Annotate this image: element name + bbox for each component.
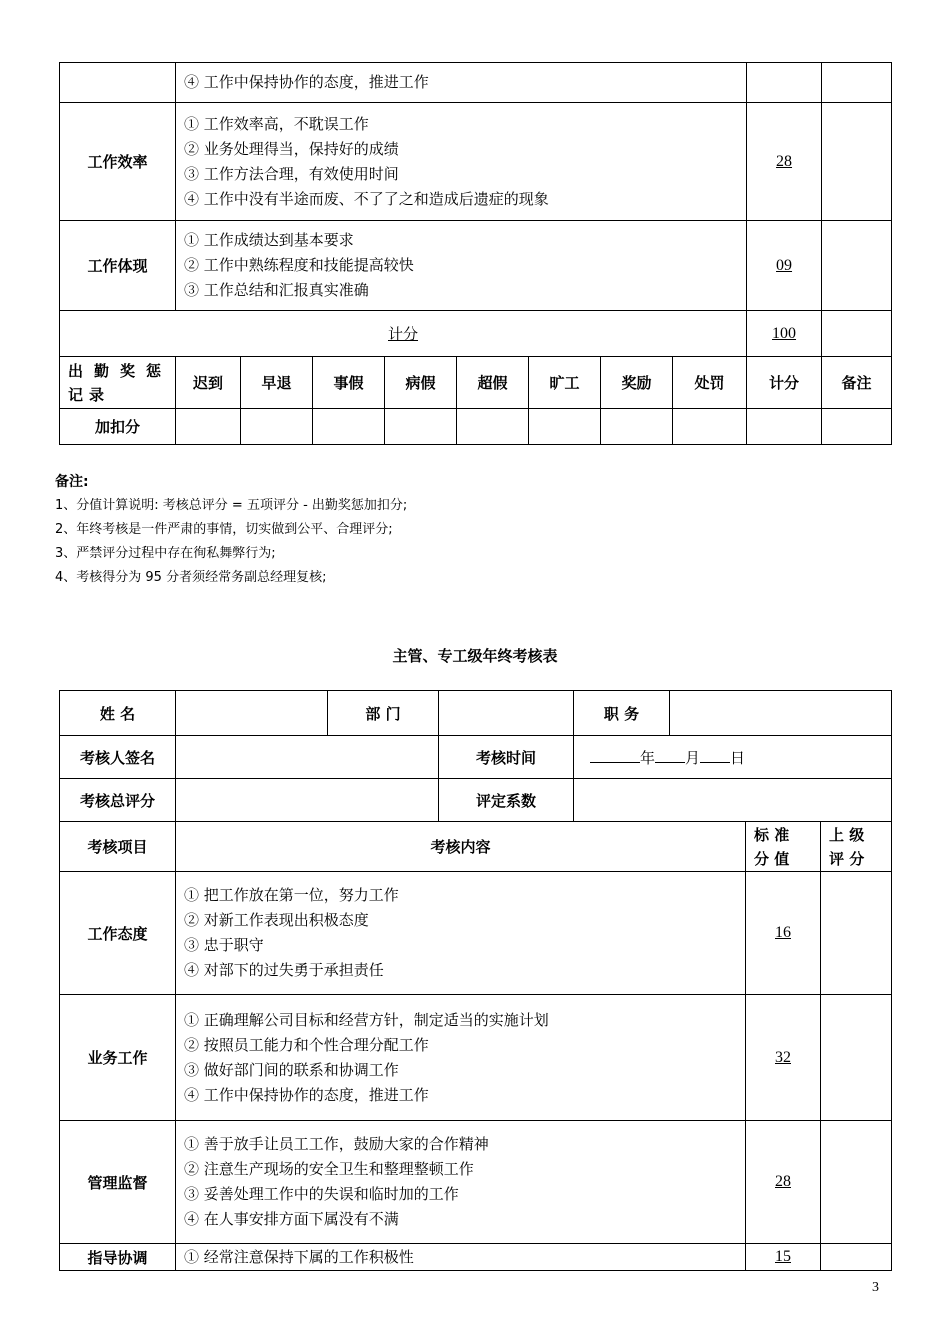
content-line: ④ 工作中保持协作的态度，推进工作 xyxy=(184,1085,429,1104)
year-label: 年 xyxy=(640,749,656,767)
table-row xyxy=(60,221,892,311)
col-header-content: 考核内容 xyxy=(176,822,746,872)
deduction-cell[interactable] xyxy=(822,409,892,445)
content-line: ① 善于放手让员工工作，鼓励大家的合作精神 xyxy=(184,1135,489,1153)
supervisor-score-cell[interactable] xyxy=(821,872,892,995)
page-number: 3 xyxy=(872,1280,879,1295)
supervisor-score-cell[interactable] xyxy=(822,63,892,103)
deduction-cell[interactable] xyxy=(176,409,241,445)
item-label: 工作态度 xyxy=(60,872,176,995)
content-line: ③ 工作方法合理，有效使用时间 xyxy=(184,164,399,183)
attendance-col: 早退 xyxy=(241,357,313,409)
supervisor-score-cell[interactable] xyxy=(822,103,892,221)
content-line: ① 正确理解公司目标和经营方针，制定适当的实施计划 xyxy=(184,1010,549,1029)
dept-label: 部 门 xyxy=(328,691,439,736)
supervisor-score-cell[interactable] xyxy=(821,1121,892,1244)
item-label: 管理监督 xyxy=(60,1121,176,1244)
content-line: ④ 在人事安排方面下属没有不满 xyxy=(184,1210,399,1228)
content-cell xyxy=(176,995,746,1121)
assess-date-field[interactable] xyxy=(574,736,892,779)
label-cell xyxy=(60,63,176,103)
deduction-cell[interactable] xyxy=(457,409,529,445)
table-row xyxy=(60,63,892,103)
col-header-std-line2: 分 值 xyxy=(754,849,790,868)
content-line: ② 对新工作表现出积极态度 xyxy=(184,911,369,929)
deduction-row xyxy=(60,409,892,445)
supervisor-score-cell[interactable] xyxy=(822,221,892,311)
col-header-sup-line1: 上 级 xyxy=(829,825,865,844)
deduction-cell[interactable] xyxy=(601,409,673,445)
column-header-row xyxy=(60,822,892,872)
content-line: ② 按照员工能力和个性合理分配工作 xyxy=(184,1035,429,1054)
content-line: ① 把工作放在第一位，努力工作 xyxy=(184,886,399,904)
std-score: 16 xyxy=(746,872,821,995)
content-line: ④ 工作中没有半途而废、不了了之和造成后遗症的现象 xyxy=(184,189,549,208)
note-item: 3、严禁评分过程中存在徇私舞弊行为; xyxy=(55,546,276,561)
attendance-header-row xyxy=(60,357,892,409)
assessor-sign-label: 考核人签名 xyxy=(60,736,176,779)
col-header-supervisor xyxy=(821,822,892,872)
item-label: 工作效率 xyxy=(60,103,176,221)
attendance-col: 超假 xyxy=(457,357,529,409)
content-line: ② 业务处理得当，保持好的成绩 xyxy=(184,139,399,158)
notes-title: 备注: xyxy=(55,474,89,490)
table-row xyxy=(60,1121,892,1244)
attendance-col: 旷工 xyxy=(529,357,601,409)
dept-field[interactable] xyxy=(439,691,574,736)
item-label: 业务工作 xyxy=(60,995,176,1121)
assessment-table-continued xyxy=(59,62,892,445)
deduction-cell[interactable] xyxy=(673,409,747,445)
col-header-std xyxy=(746,822,821,872)
item-label: 指导协调 xyxy=(60,1244,176,1271)
deduction-cell[interactable] xyxy=(241,409,313,445)
month-blank[interactable] xyxy=(655,746,685,763)
content-line: ③ 工作总结和汇报真实准确 xyxy=(184,281,369,299)
total-score-label: 考核总评分 xyxy=(60,779,176,822)
attendance-label: 出勤奖惩记录 xyxy=(60,357,176,409)
content-line: ② 工作中熟练程度和技能提高较快 xyxy=(184,256,414,274)
content-line: ④ 工作中保持协作的态度，推进工作 xyxy=(184,73,429,91)
info-row xyxy=(60,736,892,779)
content-line: ① 工作效率高，不耽误工作 xyxy=(184,114,369,133)
coef-field[interactable] xyxy=(574,779,892,822)
col-header-item: 考核项目 xyxy=(60,822,176,872)
content-line: ③ 忠于职守 xyxy=(184,936,264,954)
std-score: 28 xyxy=(747,103,822,221)
table-row xyxy=(60,1244,892,1271)
attendance-col: 处罚 xyxy=(673,357,747,409)
content-cell xyxy=(176,872,746,995)
coef-label: 评定系数 xyxy=(439,779,574,822)
content-cell xyxy=(176,1121,746,1244)
year-blank[interactable] xyxy=(590,746,640,763)
supervisor-score-cell[interactable] xyxy=(821,995,892,1121)
position-label: 职 务 xyxy=(574,691,670,736)
deduction-cell[interactable] xyxy=(747,409,822,445)
attendance-col: 奖励 xyxy=(601,357,673,409)
total-row xyxy=(60,311,892,357)
info-row xyxy=(60,691,892,736)
total-score-field[interactable] xyxy=(176,779,439,822)
deduction-cell[interactable] xyxy=(313,409,385,445)
col-header-std-line1: 标 准 xyxy=(754,825,790,844)
col-header-sup-line2: 评 分 xyxy=(829,849,865,868)
content-line: ③ 做好部门间的联系和协调工作 xyxy=(184,1060,399,1079)
notes-section xyxy=(55,470,407,590)
section-title: 主管、专工级年终考核表 xyxy=(392,647,558,665)
assess-time-label: 考核时间 xyxy=(439,736,574,779)
content-cell xyxy=(176,63,747,103)
table-row xyxy=(60,995,892,1121)
table-row xyxy=(60,103,892,221)
std-score-cell xyxy=(747,63,822,103)
content-line: ② 注意生产现场的安全卫生和整理整顿工作 xyxy=(184,1160,474,1178)
std-score: 15 xyxy=(746,1244,821,1271)
content-cell xyxy=(176,1244,746,1271)
name-field[interactable] xyxy=(176,691,328,736)
attendance-col: 病假 xyxy=(385,357,457,409)
assessor-sign-field[interactable] xyxy=(176,736,439,779)
total-label: 计分 xyxy=(60,311,747,357)
note-item: 4、考核得分为 95 分者须经常务副总经理复核; xyxy=(55,570,327,585)
attendance-col: 计分 xyxy=(747,357,822,409)
total-score: 100 xyxy=(747,311,822,357)
content-line: ① 工作成绩达到基本要求 xyxy=(184,231,354,249)
item-label: 工作体现 xyxy=(60,221,176,311)
supervisor-assessment-table xyxy=(59,690,892,1271)
content-line: ③ 妥善处理工作中的失误和临时加的工作 xyxy=(184,1185,459,1203)
note-item: 2、年终考核是一件严肃的事情，切实做到公平、合理评分; xyxy=(55,522,393,537)
std-score: 28 xyxy=(746,1121,821,1244)
attendance-col: 事假 xyxy=(313,357,385,409)
std-score: 32 xyxy=(746,995,821,1121)
note-item: 1、分值计算说明: 考核总评分 = 五项评分 - 出勤奖惩加扣分; xyxy=(55,498,408,513)
content-cell xyxy=(176,221,747,311)
attendance-col: 备注 xyxy=(822,357,892,409)
month-label: 月 xyxy=(685,749,701,767)
supervisor-score-cell[interactable] xyxy=(821,1244,892,1271)
deduction-cell[interactable] xyxy=(385,409,457,445)
content-line: ④ 对部下的过失勇于承担责任 xyxy=(184,961,384,979)
name-label: 姓 名 xyxy=(60,691,176,736)
content-cell xyxy=(176,103,747,221)
day-label: 日 xyxy=(730,749,746,767)
info-row xyxy=(60,779,892,822)
table-row xyxy=(60,872,892,995)
attendance-col: 迟到 xyxy=(176,357,241,409)
day-blank[interactable] xyxy=(700,746,730,763)
content-line: ① 经常注意保持下属的工作积极性 xyxy=(184,1247,414,1266)
position-field[interactable] xyxy=(670,691,892,736)
deduction-label: 加扣分 xyxy=(60,409,176,445)
std-score: 09 xyxy=(747,221,822,311)
deduction-cell[interactable] xyxy=(529,409,601,445)
total-supervisor-cell[interactable] xyxy=(822,311,892,357)
